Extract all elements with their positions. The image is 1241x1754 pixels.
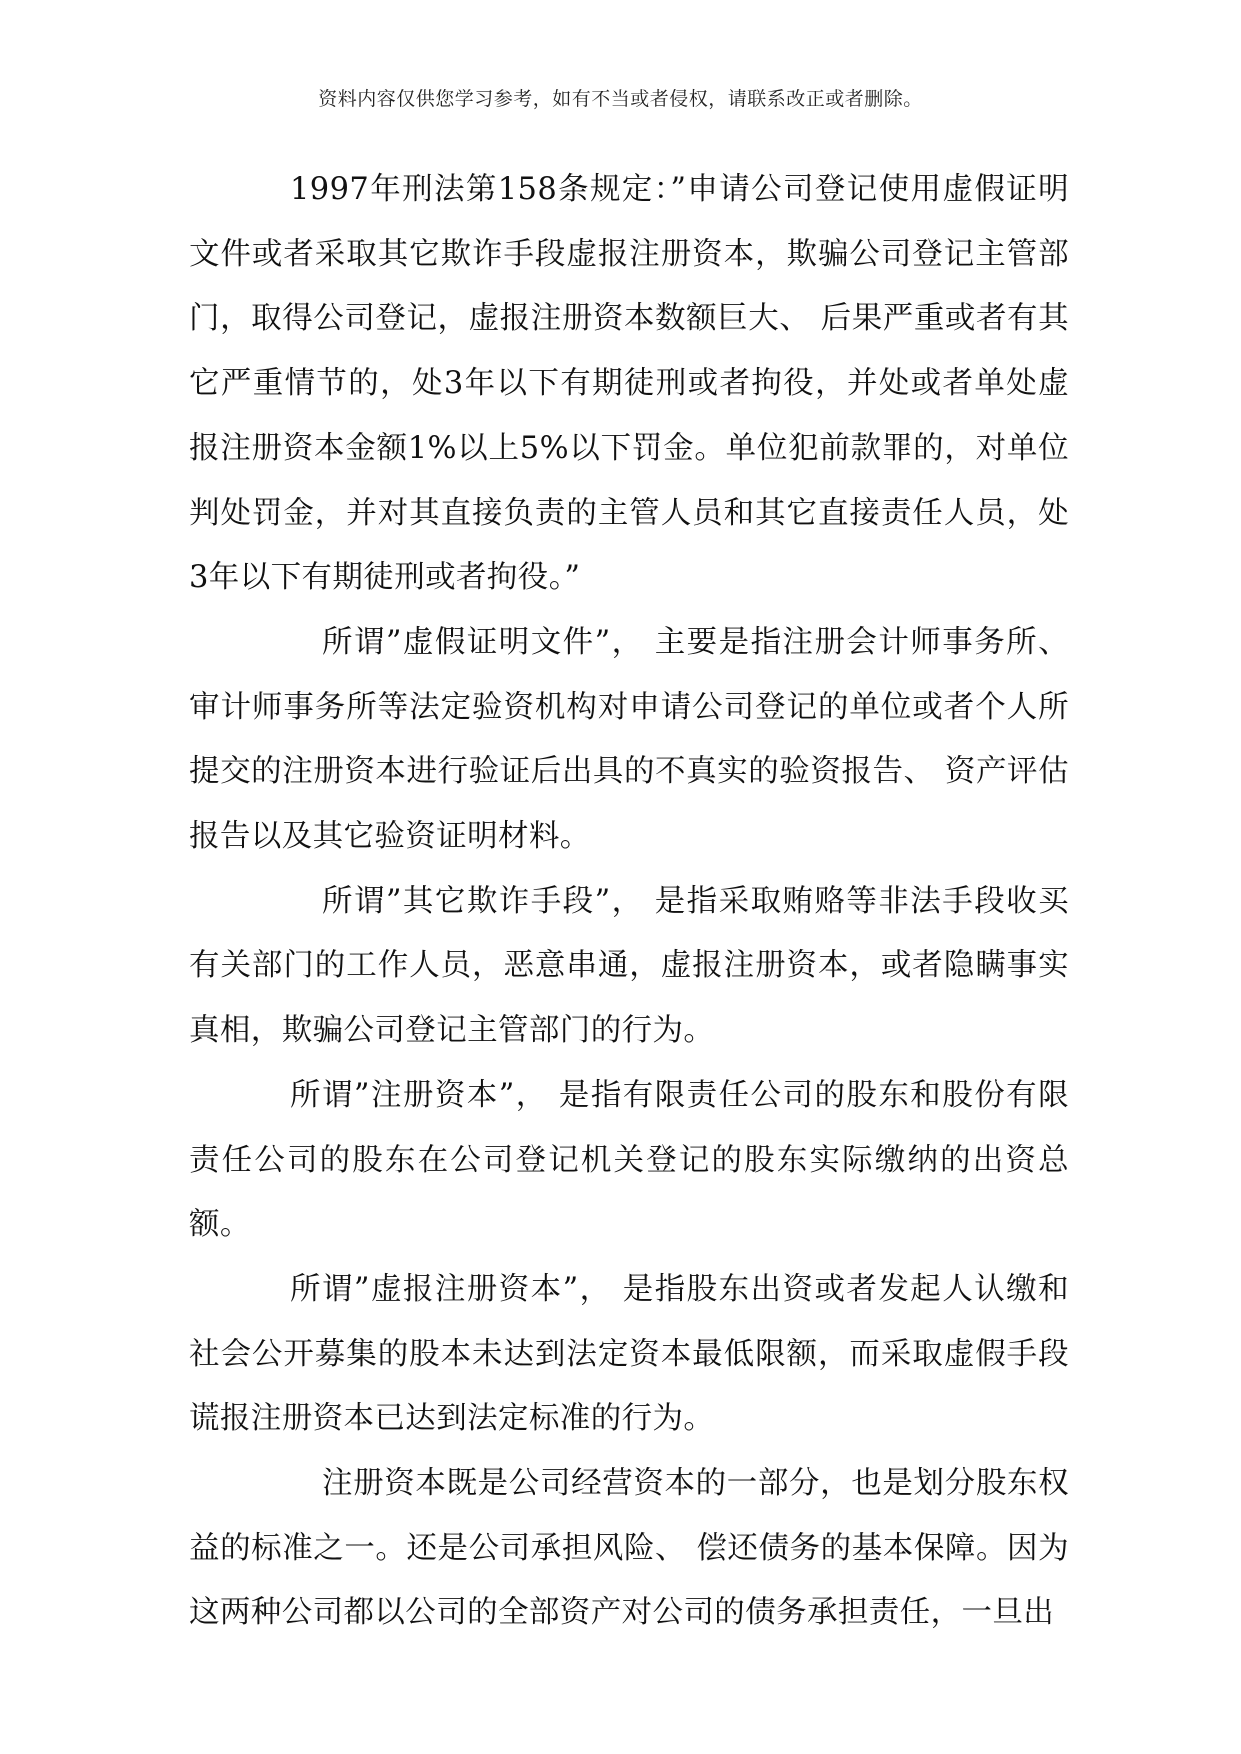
document-body	[189, 158, 1069, 1646]
paragraph-false-registered-capital: 所谓”虚报注册资本”， 是指股东出资或者发起人认缴和社会公开募集的股本未达到法定资本最低限额，而采取虚假手段谎报注册资本已达到法定标准的行为。	[189, 1271, 1069, 1437]
page-header-disclaimer: 资料内容仅供您学习参考，如有不当或者侵权，请联系改正或者删除。	[318, 88, 923, 110]
paragraph-criminal-law-article: 1997年刑法第158条规定：”申请公司登记使用虚假证明文件或者采取其它欺诈手段虚报注册资本，欺骗公司登记主管部门，取得公司登记，虚报注册资本数额巨大、 后果严重或者有其它严重情节的，处3年以下有期徒刑或者拘役，并处或者单处虚报注册资本金额1%以上5%以下罚金。单位犯前款罪的，对单位判处罚金，并对其直接负责的主管人员和其它直接责任人员，处3年以下有期徒刑或者拘役。”	[189, 172, 1069, 596]
paragraph-other-fraud-means: 所谓”其它欺诈手段”， 是指采取贿赂等非法手段收买有关部门的工作人员，恶意串通，虚报注册资本，或者隐瞒事实真相，欺骗公司登记主管部门的行为。	[189, 883, 1069, 1049]
paragraph-registered-capital: 所谓”注册资本”， 是指有限责任公司的股东和股份有限责任公司的股东在公司登记机关登记的股东实际缴纳的出资总额。	[189, 1077, 1069, 1243]
paragraph-false-certificates: 所谓”虚假证明文件”， 主要是指注册会计师事务所、 审计师事务所等法定验资机构对申请公司登记的单位或者个人所提交的注册资本进行验证后出具的不真实的验资报告、 资产评估报告以及其它验资证明材料。	[189, 624, 1069, 855]
paragraph-capital-significance: 注册资本既是公司经营资本的一部分，也是划分股东权益的标准之一。还是公司承担风险、 偿还债务的基本保障。因为这两种公司都以公司的全部资产对公司的债务承担责任，一旦出	[189, 1466, 1069, 1631]
